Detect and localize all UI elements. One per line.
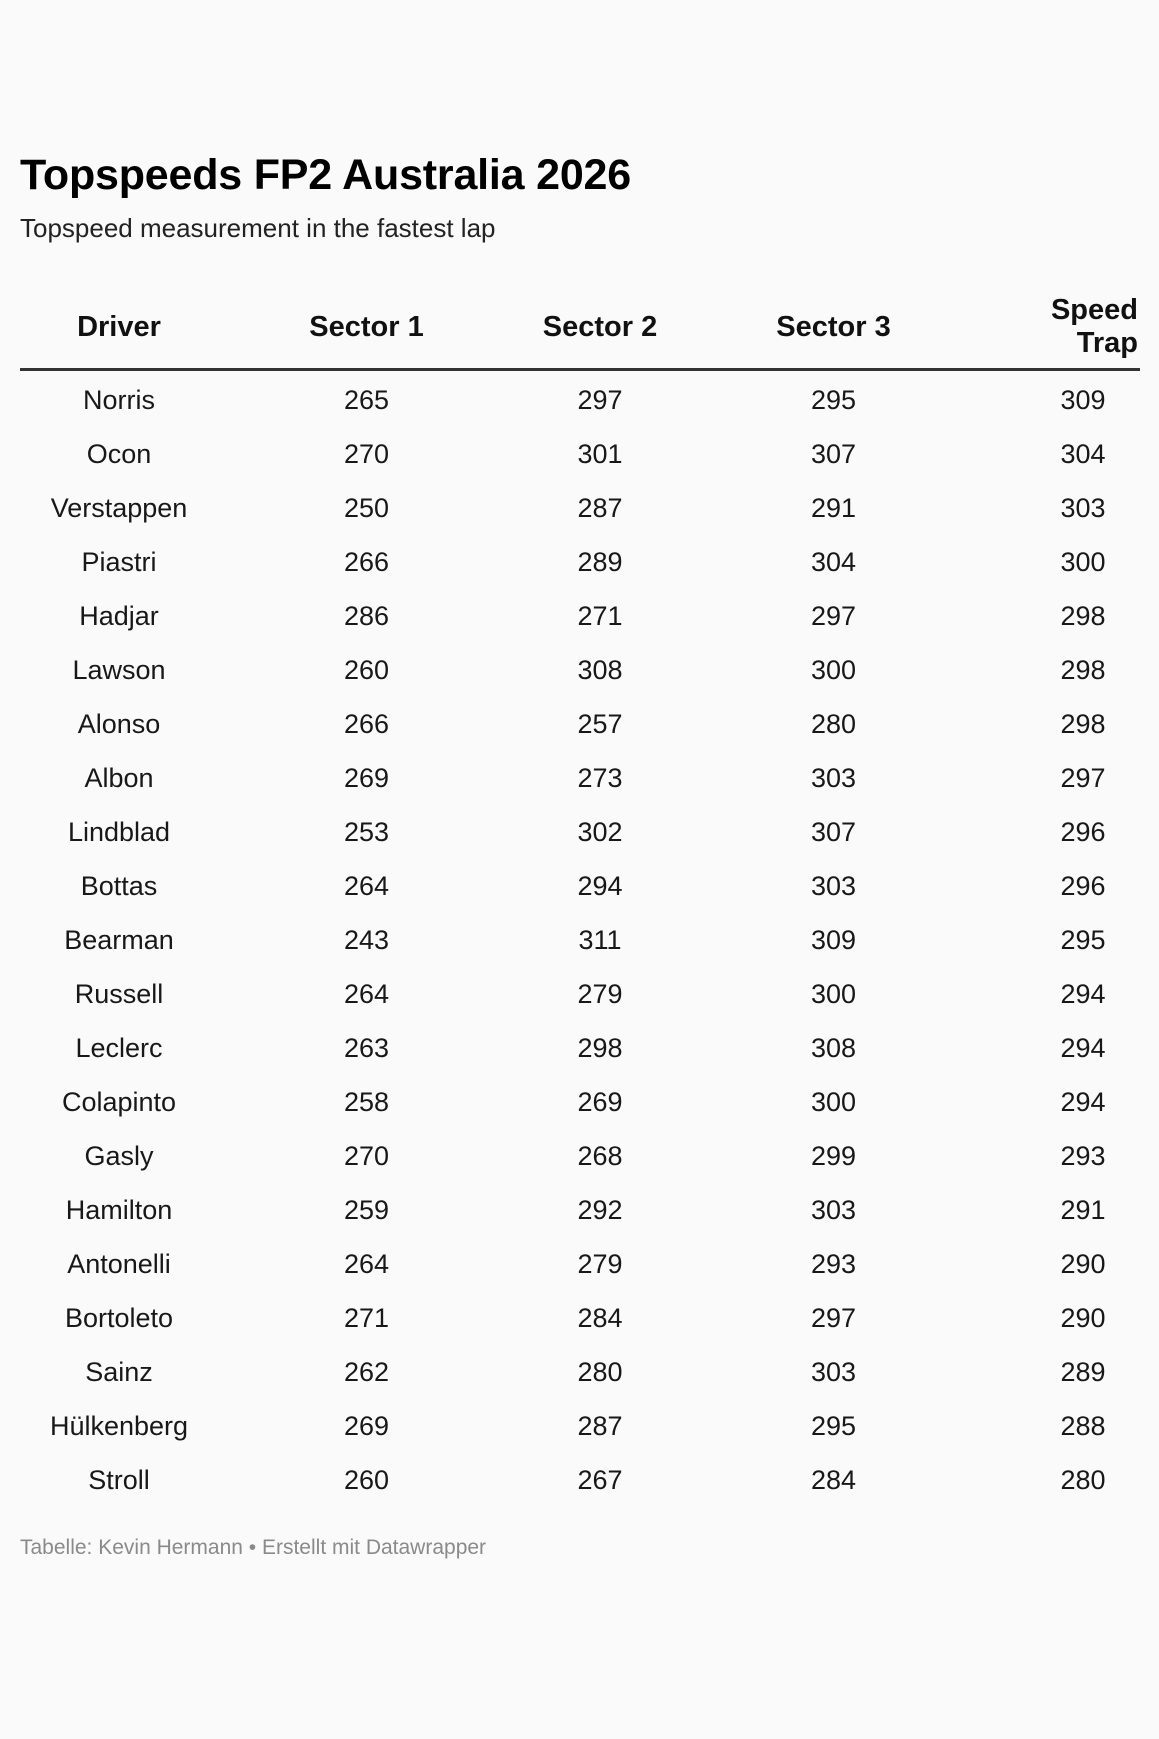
speed-cell: 311 — [578, 924, 622, 955]
table-row — [20, 643, 1140, 697]
driver-cell: Colapinto — [61, 1086, 177, 1117]
table-row — [20, 967, 1140, 1021]
speed-cell: 307 — [810, 816, 857, 847]
speed-cell: 287 — [577, 1410, 623, 1441]
speed-cell: 270 — [343, 438, 390, 469]
table-row — [20, 697, 1140, 751]
speed-cell: 284 — [810, 1464, 857, 1495]
header-row — [20, 294, 1140, 370]
speed-cell: 259 — [343, 1194, 390, 1225]
driver-cell: Piastri — [81, 546, 157, 577]
column-header[interactable]: Sector 3 — [685, 294, 982, 370]
driver-cell: Alonso — [77, 708, 161, 739]
table-row — [20, 1129, 1140, 1183]
speed-cell: 301 — [577, 438, 623, 469]
column-header[interactable]: Sector 2 — [515, 294, 685, 370]
speed-cell: 307 — [810, 438, 857, 469]
speed-table — [20, 294, 1140, 1507]
speed-cell: 303 — [810, 1356, 857, 1387]
speed-cell: 291 — [1060, 1194, 1106, 1225]
speed-cell: 290 — [1060, 1248, 1106, 1279]
speed-cell: 297 — [577, 384, 623, 415]
table-header — [20, 294, 1140, 370]
driver-cell: Ocon — [86, 438, 152, 469]
speed-cell: 294 — [1060, 1032, 1106, 1063]
speed-cell: 302 — [577, 816, 623, 847]
speed-cell: 296 — [1060, 816, 1106, 847]
speed-cell: 300 — [810, 654, 857, 685]
speed-cell: 269 — [577, 1086, 623, 1117]
speed-cell: 304 — [810, 546, 857, 577]
speed-cell: 260 — [343, 1464, 390, 1495]
speed-cell: 271 — [577, 600, 623, 631]
speed-cell: 295 — [810, 1410, 857, 1441]
speed-cell: 280 — [577, 1356, 623, 1387]
speed-cell: 264 — [343, 1248, 390, 1279]
speed-cell: 300 — [810, 978, 857, 1009]
column-header[interactable]: Sector 1 — [218, 294, 515, 370]
speed-cell: 296 — [1060, 870, 1106, 901]
driver-cell: Russell — [74, 978, 164, 1009]
speed-cell: 303 — [1060, 492, 1106, 523]
speed-cell: 303 — [810, 870, 857, 901]
table-row — [20, 589, 1140, 643]
speed-cell: 295 — [1060, 924, 1106, 955]
speed-cell: 298 — [577, 1032, 623, 1063]
table-row — [20, 859, 1140, 913]
column-header[interactable]: Driver — [20, 294, 218, 370]
speed-cell: 264 — [343, 978, 390, 1009]
speed-cell: 289 — [1060, 1356, 1106, 1387]
speed-cell: 303 — [810, 1194, 857, 1225]
speed-cell: 250 — [343, 492, 390, 523]
speed-cell: 291 — [810, 492, 857, 523]
driver-cell: Stroll — [88, 1464, 150, 1495]
speed-cell: 309 — [1060, 384, 1106, 415]
table-body — [20, 370, 1140, 1508]
driver-cell: Sainz — [85, 1356, 153, 1387]
table-row — [20, 1399, 1140, 1453]
driver-cell: Bortoleto — [64, 1302, 174, 1333]
speed-cell: 266 — [343, 708, 390, 739]
driver-cell: Hamilton — [65, 1194, 173, 1225]
driver-cell: Hülkenberg — [49, 1410, 189, 1441]
speed-cell: 298 — [1060, 654, 1106, 685]
speed-cell: 268 — [577, 1140, 623, 1171]
table-row — [20, 370, 1140, 428]
driver-cell: Bottas — [80, 870, 158, 901]
speed-cell: 293 — [810, 1248, 857, 1279]
speed-cell: 288 — [1060, 1410, 1106, 1441]
speed-cell: 294 — [577, 870, 623, 901]
speed-cell: 260 — [343, 654, 390, 685]
speed-cell: 273 — [577, 762, 623, 793]
speed-cell: 262 — [343, 1356, 390, 1387]
speed-cell: 280 — [810, 708, 857, 739]
driver-cell: Hadjar — [79, 600, 159, 631]
driver-cell: Bearman — [64, 924, 174, 955]
driver-cell: Albon — [84, 762, 154, 793]
driver-cell: Lawson — [72, 654, 166, 685]
speed-cell: 295 — [810, 384, 857, 415]
driver-cell: Leclerc — [75, 1032, 163, 1063]
speed-cell: 279 — [577, 978, 623, 1009]
speed-cell: 243 — [343, 924, 390, 955]
driver-cell: Norris — [83, 384, 155, 415]
table-row — [20, 1021, 1140, 1075]
speed-cell: 253 — [343, 816, 390, 847]
speed-cell: 297 — [810, 600, 857, 631]
speed-cell: 299 — [810, 1140, 857, 1171]
table-row — [20, 427, 1140, 481]
table-row — [20, 751, 1140, 805]
driver-cell: Gasly — [84, 1140, 154, 1171]
speed-cell: 289 — [577, 546, 623, 577]
speed-cell: 286 — [343, 600, 390, 631]
speed-cell: 264 — [343, 870, 390, 901]
table-row — [20, 481, 1140, 535]
speed-cell: 300 — [1060, 546, 1106, 577]
table-row — [20, 1183, 1140, 1237]
table-chart — [20, 146, 1140, 1507]
chart-subtitle: Topspeed measurement in the fastest lap — [20, 213, 496, 243]
table-row — [20, 1075, 1140, 1129]
chart-title: Topspeeds FP2 Australia 2026 — [20, 151, 631, 199]
speed-cell: 258 — [343, 1086, 390, 1117]
speed-cell: 287 — [577, 492, 623, 523]
chart-footer: Tabelle: Kevin Hermann • Erstellt mit Datawrapper — [20, 1536, 487, 1559]
speed-cell: 269 — [343, 762, 390, 793]
speed-cell: 303 — [810, 762, 857, 793]
speed-cell: 297 — [810, 1302, 857, 1333]
speed-cell: 271 — [343, 1302, 390, 1333]
speed-cell: 280 — [1060, 1464, 1106, 1495]
speed-cell: 308 — [810, 1032, 857, 1063]
speed-cell: 269 — [343, 1410, 390, 1441]
speed-cell: 298 — [1060, 708, 1106, 739]
speed-cell: 292 — [577, 1194, 623, 1225]
column-header[interactable]: Speed Trap — [982, 294, 1140, 370]
table-row — [20, 1345, 1140, 1399]
speed-cell: 270 — [343, 1140, 390, 1171]
speed-cell: 294 — [1060, 978, 1106, 1009]
speed-cell: 298 — [1060, 600, 1106, 631]
speed-cell: 294 — [1060, 1086, 1106, 1117]
table-row — [20, 535, 1140, 589]
driver-cell: Antonelli — [67, 1248, 171, 1279]
speed-cell: 290 — [1060, 1302, 1106, 1333]
speed-cell: 263 — [343, 1032, 390, 1063]
speed-cell: 297 — [1060, 762, 1106, 793]
speed-cell: 284 — [577, 1302, 623, 1333]
table-row — [20, 913, 1140, 967]
speed-cell: 265 — [343, 384, 390, 415]
table-row — [20, 805, 1140, 859]
speed-cell: 300 — [810, 1086, 857, 1117]
speed-cell: 308 — [577, 654, 623, 685]
speed-cell: 279 — [577, 1248, 623, 1279]
speed-cell: 293 — [1060, 1140, 1106, 1171]
table-row — [20, 1291, 1140, 1345]
speed-cell: 266 — [343, 546, 390, 577]
speed-cell: 309 — [810, 924, 857, 955]
driver-cell: Verstappen — [50, 492, 188, 523]
speed-cell: 304 — [1060, 438, 1106, 469]
speed-cell: 257 — [577, 708, 623, 739]
table-row — [20, 1453, 1140, 1507]
table-row — [20, 1237, 1140, 1291]
driver-cell: Lindblad — [67, 816, 171, 847]
speed-cell: 267 — [577, 1464, 623, 1495]
